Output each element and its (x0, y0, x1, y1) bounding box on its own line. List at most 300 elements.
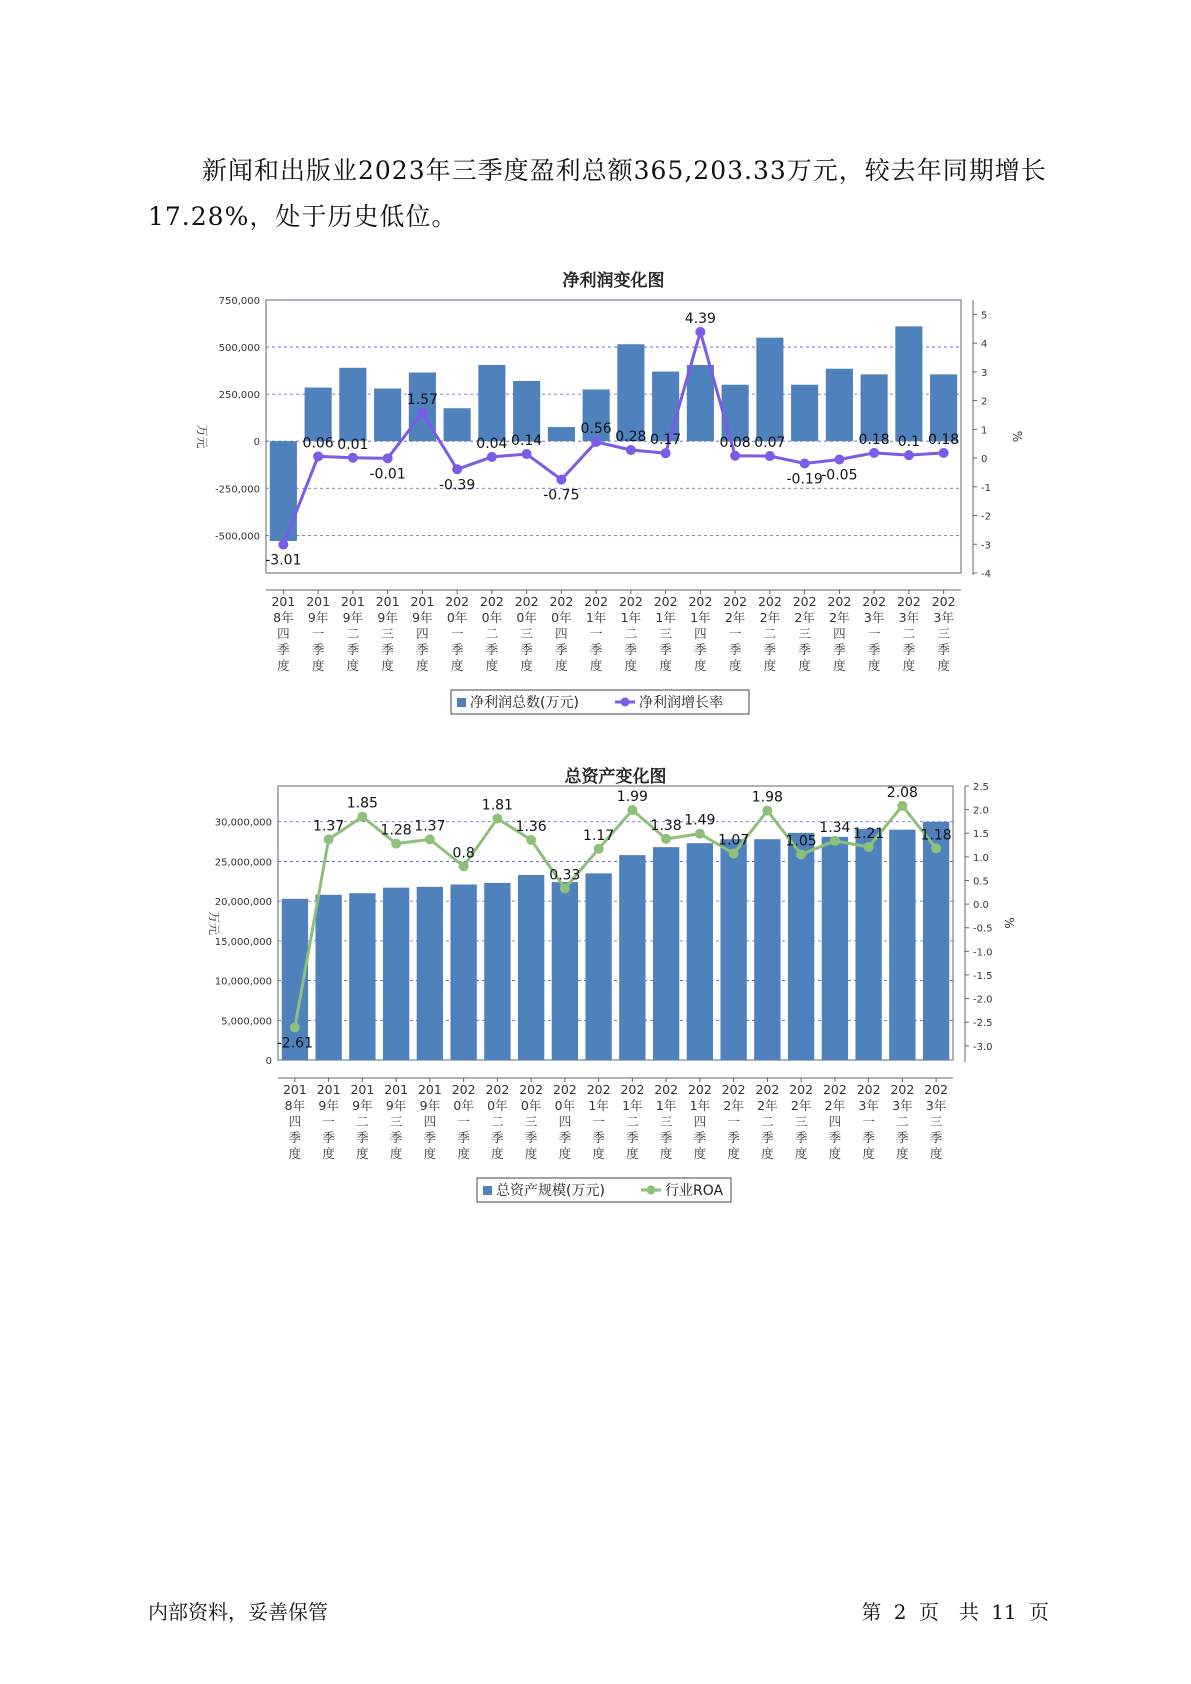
bar (855, 829, 881, 1060)
x-tick-label: 3年 (898, 610, 920, 625)
x-tick-label: 0年 (453, 1098, 474, 1113)
y2-tick-label: -4 (981, 569, 991, 580)
y2-tick-label: -1 (981, 482, 991, 494)
x-tick-label: 季 (311, 642, 325, 657)
line-point (830, 836, 840, 846)
x-tick-label: 季 (763, 642, 777, 657)
x-tick-label: 202 (549, 594, 574, 609)
x-tick-label: 季 (555, 642, 568, 657)
x-tick-label: 201 (271, 594, 296, 609)
line-point (939, 448, 949, 458)
y-tick-label: 20,000,000 (214, 897, 272, 909)
x-tick-label: 度 (558, 1146, 572, 1161)
y2-tick-label: 3 (981, 367, 988, 379)
y2-tick-label: 1.5 (973, 829, 989, 841)
x-tick-label: 0年 (487, 1098, 508, 1113)
data-label: 0.18 (858, 431, 890, 448)
x-tick-label: 202 (618, 594, 643, 609)
y-tick-label: 250,000 (218, 390, 260, 402)
x-tick-label: 202 (514, 594, 539, 609)
x-tick-label: 1年 (655, 1098, 677, 1113)
data-label: 1.49 (684, 812, 716, 829)
bar (895, 326, 922, 441)
line-point (417, 408, 427, 418)
x-tick-label: 1年 (690, 610, 711, 625)
x-tick-label: 季 (727, 1130, 740, 1145)
x-tick-label: 202 (723, 594, 748, 609)
x-tick-label: 201 (316, 1082, 341, 1097)
x-tick-label: 9年 (385, 1098, 407, 1113)
bar (315, 895, 341, 1060)
x-tick-label: 三 (798, 626, 811, 641)
x-tick-label: 度 (937, 658, 950, 673)
y2-tick-label: -2.0 (973, 994, 993, 1006)
x-tick-label: 1年 (585, 610, 607, 625)
x-tick-label: 8年 (284, 1098, 306, 1113)
line-point (864, 842, 874, 852)
x-tick-label: 度 (828, 1146, 842, 1161)
line-point (762, 806, 772, 816)
y-tick-label: 500,000 (218, 343, 260, 355)
line-point (931, 843, 941, 853)
x-tick-label: 202 (653, 594, 678, 609)
x-tick-label: 度 (485, 658, 499, 673)
bar (270, 441, 297, 541)
legend-line-marker (621, 698, 630, 707)
line-point (425, 834, 435, 844)
x-tick-label: 季 (929, 1130, 943, 1145)
y2-tick-label: 1.0 (973, 852, 989, 864)
x-tick-label: 季 (491, 1130, 504, 1145)
x-tick-label: 二 (491, 1114, 504, 1129)
bar (417, 887, 443, 1060)
x-tick-label: 2年 (790, 1098, 812, 1113)
x-tick-label: 季 (833, 642, 846, 657)
x-tick-label: 度 (798, 658, 811, 673)
x-tick-label: 三 (520, 626, 533, 641)
legend-line-marker (647, 1186, 656, 1195)
data-label: 1.81 (481, 797, 513, 814)
x-tick-label: 201 (410, 594, 435, 609)
x-tick-label: 四 (277, 626, 290, 641)
x-tick-label: 度 (356, 1146, 369, 1161)
bar (339, 368, 366, 441)
y2-tick-label: 4 (981, 339, 988, 351)
x-tick-label: 0年 (520, 1098, 542, 1113)
data-label: 1.34 (819, 819, 851, 836)
x-tick-label: 一 (457, 1114, 470, 1129)
x-tick-label: 四 (416, 626, 429, 641)
line-point (730, 451, 740, 461)
x-tick-label: 度 (491, 1146, 504, 1161)
x-tick-label: 202 (931, 594, 956, 609)
x-tick-label: 四 (423, 1114, 437, 1129)
x-tick-label: 季 (450, 642, 464, 657)
page-suffix: 页 (1029, 1600, 1049, 1624)
line-point (834, 454, 844, 464)
y2-tick-label: 0.5 (973, 876, 989, 888)
x-tick-label: 季 (457, 1130, 470, 1145)
legend-line-label: 行业ROA (665, 1183, 724, 1199)
x-tick-label: 1年 (620, 610, 642, 625)
x-tick-label: 季 (520, 642, 533, 657)
x-tick-label: 季 (761, 1130, 774, 1145)
bar (305, 388, 332, 442)
x-tick-label: 202 (822, 1082, 847, 1097)
x-tick-label: 度 (728, 658, 742, 673)
plot-frame (278, 786, 953, 1060)
data-label: 0.17 (650, 432, 682, 449)
data-label: 0.18 (928, 431, 960, 448)
x-tick-label: 一 (592, 1114, 605, 1129)
x-tick-label: 季 (589, 642, 603, 657)
x-tick-label: 四 (833, 626, 846, 641)
data-label: 2.08 (886, 784, 918, 801)
x-tick-label: 二 (346, 626, 360, 641)
line-point (348, 453, 358, 463)
x-tick-label: 度 (896, 1146, 909, 1161)
y2-tick-label: 2 (981, 396, 988, 408)
x-tick-label: 三 (937, 626, 950, 641)
data-label: 1.21 (853, 825, 885, 842)
line-point (904, 450, 914, 460)
x-tick-label: 四 (555, 626, 568, 641)
line-point (492, 814, 502, 824)
x-tick-label: 一 (728, 626, 742, 641)
x-tick-label: 2年 (829, 610, 850, 625)
x-tick-label: 度 (727, 1146, 740, 1161)
x-tick-label: 季 (624, 642, 638, 657)
x-tick-label: 2年 (724, 610, 746, 625)
x-tick-label: 季 (896, 1130, 909, 1145)
x-tick-label: 季 (659, 1130, 673, 1145)
x-tick-label: 四 (694, 626, 707, 641)
legend-bar-label: 总资产规模(万元) (496, 1183, 605, 1199)
x-tick-label: 度 (381, 658, 394, 673)
bar (687, 365, 714, 441)
data-label: 1.18 (920, 827, 952, 844)
x-tick-label: 度 (288, 1146, 302, 1161)
x-tick-label: 0年 (516, 610, 537, 625)
x-tick-label: 二 (896, 1114, 909, 1129)
x-tick-label: 季 (828, 1130, 842, 1145)
x-tick-label: 9年 (307, 610, 329, 625)
line-point (278, 540, 288, 550)
x-tick-label: 季 (694, 642, 707, 657)
x-tick-label: 1年 (588, 1098, 609, 1113)
x-tick-label: 201 (306, 594, 331, 609)
data-label: -0.01 (369, 466, 406, 483)
bar (652, 372, 679, 442)
data-label: 1.37 (313, 818, 345, 835)
x-tick-label: 2年 (757, 1098, 778, 1113)
data-label: 1.36 (515, 818, 547, 835)
x-tick-label: 度 (322, 1146, 335, 1161)
x-tick-label: 一 (322, 1114, 335, 1129)
data-label: -0.39 (439, 477, 476, 494)
x-tick-label: 季 (937, 642, 950, 657)
y2-tick-label: -0.5 (973, 923, 993, 935)
x-tick-label: 季 (862, 1130, 875, 1145)
x-tick-label: 2年 (824, 1098, 846, 1113)
data-label: 1.98 (751, 789, 783, 806)
x-tick-label: 度 (693, 1146, 707, 1161)
y-tick-label: 0 (265, 1056, 272, 1067)
x-tick-label: 202 (479, 594, 504, 609)
line-point (313, 451, 323, 461)
x-tick-label: 度 (589, 658, 603, 673)
data-label: 0.1 (897, 434, 921, 451)
y2-tick-label: 5 (981, 310, 988, 322)
x-tick-label: 度 (626, 1146, 639, 1161)
x-tick-label: 度 (761, 1146, 774, 1161)
x-tick-label: 度 (311, 658, 325, 673)
x-tick-label: 3年 (892, 1098, 913, 1113)
bar (720, 839, 746, 1060)
x-tick-label: 季 (356, 1130, 369, 1145)
x-tick-label: 二 (902, 626, 916, 641)
data-label: -0.05 (821, 467, 858, 484)
data-label: 1.37 (414, 818, 446, 835)
line-point (800, 459, 810, 469)
x-tick-label: 2年 (759, 610, 781, 625)
legend-bar-swatch (483, 1186, 492, 1195)
line-point (796, 850, 806, 860)
plot-frame (266, 300, 961, 573)
x-tick-label: 四 (828, 1114, 842, 1129)
x-tick-label: 三 (389, 1114, 403, 1129)
y2-tick-label: -1.0 (973, 947, 993, 959)
line-point (591, 437, 601, 447)
x-tick-label: 度 (520, 658, 533, 673)
y2-tick-label: -2 (981, 511, 991, 523)
y2-tick-label: 0.0 (973, 900, 989, 912)
bar (826, 369, 853, 441)
x-tick-label: 三 (381, 626, 394, 641)
bar (788, 833, 814, 1060)
x-tick-label: 9年 (342, 610, 364, 625)
x-tick-label: 度 (457, 1146, 470, 1161)
x-tick-label: 季 (416, 642, 429, 657)
y-tick-label: 5,000,000 (221, 1016, 272, 1028)
x-tick-label: 度 (659, 1146, 673, 1161)
x-tick-label: 一 (862, 1114, 875, 1129)
data-label: 1.85 (346, 795, 378, 812)
x-tick-label: 9年 (412, 610, 433, 625)
x-tick-label: 202 (856, 1082, 881, 1097)
x-tick-label: 202 (924, 1082, 949, 1097)
line-point (695, 327, 705, 337)
bar (687, 843, 713, 1060)
x-tick-label: 度 (902, 658, 916, 673)
x-tick-label: 度 (389, 1146, 403, 1161)
x-tick-label: 202 (485, 1082, 510, 1097)
line-point (869, 448, 879, 458)
y-tick-label: 30,000,000 (214, 817, 272, 829)
x-tick-label: 201 (282, 1082, 307, 1097)
data-label: 1.17 (583, 827, 615, 844)
x-tick-label: 三 (659, 1114, 673, 1129)
x-tick-label: 0年 (551, 610, 572, 625)
x-tick-label: 201 (384, 1082, 409, 1097)
x-tick-label: 202 (451, 1082, 476, 1097)
x-tick-label: 1年 (622, 1098, 643, 1113)
x-tick-label: 度 (794, 1146, 808, 1161)
line-point (594, 844, 604, 854)
x-tick-label: 9年 (318, 1098, 339, 1113)
x-tick-label: 度 (450, 658, 464, 673)
legend-bar-label: 净利润总数(万元) (470, 695, 579, 711)
x-tick-label: 一 (589, 626, 603, 641)
legend-line-label: 净利润增长率 (639, 695, 723, 711)
x-tick-label: 度 (277, 658, 290, 673)
x-tick-label: 季 (346, 642, 360, 657)
y-tick-label: 15,000,000 (214, 936, 272, 948)
x-tick-label: 二 (763, 626, 777, 641)
y-tick-label: 0 (253, 437, 260, 449)
line-point (391, 839, 401, 849)
x-tick-label: 度 (555, 658, 568, 673)
y2-tick-label: -3 (981, 540, 991, 552)
bar (450, 884, 476, 1060)
line-point (897, 801, 907, 811)
x-tick-label: 二 (624, 626, 638, 641)
x-tick-label: 季 (592, 1130, 605, 1145)
data-label: 1.28 (380, 822, 412, 839)
x-tick-label: 201 (350, 1082, 375, 1097)
x-tick-label: 9年 (377, 610, 398, 625)
footer-confidential: 内部资料，妥善保管 (148, 1600, 328, 1624)
x-tick-label: 二 (761, 1114, 774, 1129)
bar (617, 344, 644, 441)
page-prefix: 第 (861, 1600, 882, 1624)
data-label: 0.06 (302, 435, 334, 452)
data-label: 1.99 (616, 789, 648, 806)
x-tick-label: 度 (524, 1146, 538, 1161)
x-tick-label: 一 (727, 1114, 740, 1129)
x-tick-label: 3年 (863, 610, 885, 625)
x-tick-label: 0年 (481, 610, 503, 625)
summary-paragraph: 新闻和出版业2023年三季度盈利总额365,203.33万元，较去年同期增长17.28%，处于历史低位。 (148, 156, 1047, 231)
x-tick-label: 三 (659, 626, 672, 641)
x-tick-label: 1年 (655, 610, 676, 625)
x-tick-label: 季 (659, 642, 672, 657)
x-tick-label: 9年 (419, 1098, 441, 1113)
line-point (324, 834, 334, 844)
x-tick-label: 度 (624, 658, 638, 673)
bar (484, 883, 510, 1060)
line-point (522, 449, 532, 459)
x-tick-label: 3年 (925, 1098, 947, 1113)
x-tick-label: 1年 (689, 1098, 711, 1113)
total-assets-chart (180, 764, 1016, 1224)
y2-tick-label: -1.5 (973, 970, 993, 982)
x-tick-label: 度 (862, 1146, 875, 1161)
net-profit-chart (180, 268, 1024, 728)
x-tick-label: 202 (552, 1082, 577, 1097)
x-tick-label: 度 (659, 658, 672, 673)
y2-tick-label: -2.5 (973, 1018, 993, 1030)
x-tick-label: 202 (687, 1082, 712, 1097)
bar (653, 847, 679, 1060)
x-tick-label: 202 (862, 594, 887, 609)
line-point (487, 452, 497, 462)
bar (374, 388, 401, 441)
bar (822, 837, 848, 1060)
data-label: 1.57 (406, 391, 438, 408)
x-tick-label: 202 (757, 594, 782, 609)
footer-page-number (861, 1596, 1049, 1625)
bar (619, 855, 645, 1060)
x-tick-label: 202 (827, 594, 852, 609)
data-label: -0.75 (543, 487, 580, 504)
line-point (695, 829, 705, 839)
data-label: 0.14 (511, 433, 543, 450)
x-tick-label: 8年 (273, 610, 294, 625)
y2-tick-label: 1 (981, 425, 988, 437)
chart-title: 总资产变化图 (564, 767, 667, 787)
line-point (290, 1022, 300, 1032)
data-label: 0.07 (754, 435, 786, 452)
y2-tick-label: 2.0 (973, 805, 989, 817)
line-point (661, 834, 671, 844)
line-point (560, 884, 570, 894)
x-tick-label: 三 (794, 1114, 808, 1129)
bar (791, 385, 818, 441)
x-tick-label: 季 (693, 1130, 707, 1145)
bar (383, 888, 409, 1060)
x-tick-label: 度 (833, 658, 846, 673)
x-tick-label: 三 (524, 1114, 538, 1129)
data-label: 1.38 (650, 817, 682, 834)
line-point (765, 451, 775, 461)
bar (548, 427, 575, 441)
x-tick-label: 202 (654, 1082, 679, 1097)
data-label: -2.61 (276, 1035, 313, 1052)
line-point (357, 812, 367, 822)
x-tick-label: 度 (694, 658, 707, 673)
x-tick-label: 202 (620, 1082, 645, 1097)
x-tick-label: 季 (626, 1130, 639, 1145)
y-tick-label: -250,000 (215, 484, 260, 496)
x-tick-label: 202 (688, 594, 713, 609)
y-tick-label: 750,000 (218, 296, 260, 307)
x-tick-label: 季 (423, 1130, 437, 1145)
x-tick-label: 3年 (933, 610, 954, 625)
bar (349, 893, 375, 1060)
x-tick-label: 202 (755, 1082, 780, 1097)
page-num: 2 (893, 1600, 907, 1624)
chart-title: 净利润变化图 (562, 271, 665, 291)
bar (889, 830, 915, 1060)
line-point (729, 849, 739, 859)
x-tick-label: 度 (416, 658, 429, 673)
bar (923, 822, 949, 1060)
x-tick-label: 度 (763, 658, 777, 673)
line-point (526, 835, 536, 845)
x-tick-label: 度 (423, 1146, 437, 1161)
data-label: 0.8 (452, 845, 475, 862)
bar (444, 408, 471, 441)
data-label: 0.04 (476, 435, 508, 452)
y2-tick-label: 2.5 (973, 782, 989, 793)
bar (754, 839, 780, 1060)
x-tick-label: 202 (896, 594, 921, 609)
x-tick-label: 201 (375, 594, 400, 609)
line-point (627, 805, 637, 815)
bar (585, 873, 611, 1060)
x-tick-label: 季 (794, 1130, 808, 1145)
